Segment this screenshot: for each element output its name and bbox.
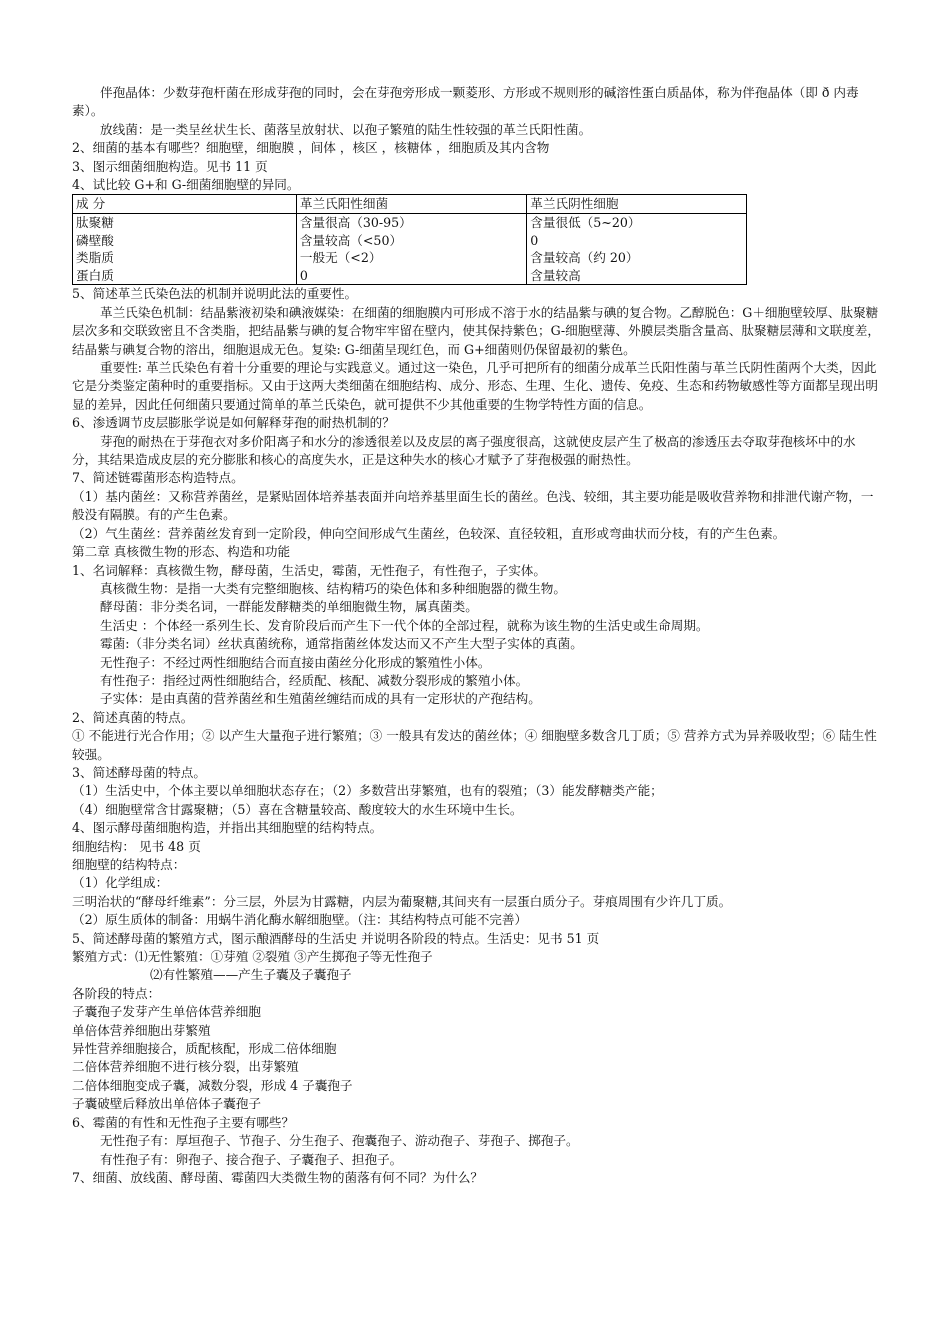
table-cell: 磷壁酸	[76, 232, 114, 248]
table-body-row	[73, 214, 747, 285]
text-line: （1）基内菌丝：又称营养菌丝，是紧贴固体培养基表面并向培养基里面生长的菌丝。色浅、较细，其主要功能是吸收营养物和排泄代谢产物，一般没有隔膜。有的产生色素。	[72, 488, 874, 523]
text-line: 7、简述链霉菌形态构造特点。	[72, 470, 244, 486]
text-line: 霉菌:（非分类名词）丝状真菌统称，通常指菌丝体发达而又不产生大型子实体的真菌。	[100, 636, 583, 652]
text-line: 生活史 ：个体经一系列生长、发育阶段后而产生下一代个体的全部过程，就称为该生物的生活史或生命周期。	[100, 617, 709, 633]
text-line: （2）气生菌丝：营养菌丝发育到一定阶段，伸向空间形成气生菌丝，色较深、直径较粗，直形或弯曲状而分枝，有的产生色素。	[72, 525, 786, 541]
gram-positive-column	[296, 214, 526, 285]
text-line: 3、图示细菌细胞构造。见书 11 页	[72, 158, 268, 174]
text-line: 单倍体营养细胞出芽繁殖	[72, 1022, 211, 1038]
text-line: ① 不能进行光合作用；② 以产生大量孢子进行繁殖；③ 一般具有发达的菌丝体；④ 细胞壁多数含几丁质；⑤ 营养方式为异养吸收型；⑥ 陆生性较强。	[72, 728, 877, 762]
text-line: （2）原生质体的制备：用蜗牛消化酶水解细胞壁。（注：其结构特点可能不完善）	[72, 912, 528, 928]
text-line: 异性营养细胞接合，质配核配，形成二倍体细胞	[72, 1041, 337, 1057]
text-block-main	[72, 285, 880, 1187]
text-line: 子囊破壁后释放出单倍体子囊孢子	[72, 1096, 261, 1112]
text-line: 真核微生物：是指一大类有完整细胞核、结构精巧的染色体和多种细胞器的微生物。	[100, 580, 566, 596]
text-line: （1）化学组成：	[72, 875, 169, 891]
text-line: 三明治状的“酵母纤维素”：分三层，外层为甘露糖，内层为葡聚糖,其间夹有一层蛋白质分子。芽痕周围有少许几丁质。	[72, 893, 732, 909]
text-block-intro	[72, 84, 880, 194]
text-line: 6、渗透调节皮层膨胀学说是如何解释芽孢的耐热机制的？	[72, 415, 395, 431]
text-line: 有性孢子：指经过两性细胞结合，经质配、核配、减数分裂形成的繁殖小体。	[100, 672, 529, 688]
cell-wall-comparison-table	[72, 194, 747, 285]
text-line: 无性孢子有：厚垣孢子、节孢子、分生孢子、孢囊孢子、游动孢子、芽孢子、掷孢子。	[100, 1133, 579, 1149]
text-line: 二倍体细胞变成子囊，减数分裂，形成 4 子囊孢子	[72, 1077, 353, 1093]
text-line: 有性孢子有：卵孢子、接合孢子、子囊孢子、担孢子。	[100, 1151, 403, 1167]
table-cell: 含量较高（<50）	[299, 232, 403, 248]
text-line: （1）生活史中，个体主要以单细胞状态存在；（2）多数营出芽繁殖，也有的裂殖；（3）能发酵糖类产能；	[72, 783, 663, 799]
text-line: 第二章 真核微生物的形态、构造和功能	[72, 544, 291, 560]
table-cell: 类脂质	[76, 250, 114, 266]
table-header-cell: 成 分	[73, 195, 297, 214]
table-cell: 蛋白质	[76, 267, 114, 283]
table-cell: 0	[299, 267, 308, 283]
text-line: 4、试比较 G+和 G-细菌细胞壁的异同。	[72, 177, 300, 193]
text-line: 子实体：是由真菌的营养菌丝和生殖菌丝缠结而成的具有一定形状的产孢结构。	[100, 691, 541, 707]
text-line: 伴孢晶体：少数芽孢杆菌在形成芽孢的同时，会在芽孢旁形成一颗菱形、方形或不规则形的碱溶性蛋白质晶体，称为伴孢晶体（即 ð 内毒素）。	[72, 85, 859, 119]
text-line: 2、细菌的基本有哪些？细胞壁，细胞膜 ，间体 ，核区 ，核糖体 ，细胞质及其内含物	[72, 140, 550, 156]
text-line: 6、霉菌的有性和无性孢子主要有哪些？	[72, 1114, 295, 1130]
text-line: ⑵有性繁殖——产生子囊及子囊孢子	[150, 967, 352, 983]
table-cell: 含量较高	[530, 267, 581, 283]
table-cell: 含量很高（30-95）	[299, 215, 412, 231]
table-header-cell: 革兰氏阳性细菌	[296, 195, 526, 214]
text-line: 酵母菌：非分类名词，一群能发酵糖类的单细胞微生物，属真菌类。	[100, 599, 478, 615]
table-cell: 0	[530, 232, 539, 248]
text-line: 放线菌：是一类呈丝状生长、菌落呈放射状、以孢子繁殖的陆生性较强的革兰氏阳性菌。	[100, 121, 592, 137]
text-line: 2、简述真菌的特点。	[72, 709, 194, 725]
text-line: （4）细胞壁常含甘露聚糖；（5）喜在含糖量较高、酸度较大的水生环境中生长。	[72, 801, 523, 817]
text-line: 3、简述酵母菌的特点。	[72, 764, 206, 780]
text-line: 繁殖方式：⑴无性繁殖：①芽殖 ②裂殖 ③产生掷孢子等无性孢子	[72, 949, 433, 965]
text-line: 7、细菌、放线菌、酵母菌、霉菌四大类微生物的菌落有何不同？为什么？	[72, 1169, 484, 1185]
component-column	[73, 214, 297, 285]
text-line: 革兰氏染色机制：结晶紫液初染和碘液媒染：在细菌的细胞膜内可形成不溶于水的结晶紫与碘的复合物。乙醇脱色：G＋细胞壁较厚、肽聚糖层次多和交联致密且不含类脂，把结晶紫与碘的复合物牢牢留在壁内，使其保持紫色；G-细胞壁薄、外膜层类脂含量高、肽聚糖层薄和文联度差，结晶紫与碘复合物的溶出，细胞退成无色。复染: G-细菌呈现红色，而 G+细菌则仍保留最初的紫色。	[72, 304, 880, 357]
table-cell: 含量较高（约 20）	[530, 250, 639, 266]
text-line: 芽孢的耐热在于芽孢衣对多价阳离子和水分的渗透很差以及皮层的离子强度很高，这就使皮层产生了极高的渗透压去夺取芽孢核坏中的水分，其结果造成皮层的充分膨胀和核心的高度失水，正是这种失水的核心才赋予了芽孢极强的耐热性。	[72, 433, 856, 468]
text-line: 重要性: 革兰氏染色有着十分重要的理论与实践意义。通过这一染色，几乎可把所有的细菌分成革兰氏阳性菌与革兰氏阴性菌两个大类，因此它是分类鉴定菌种时的重要指标。又由于这两大类细菌在细胞结构、成分、形态、生理、生化、遗传、免疫、生态和药物敏感性等方面都呈现出明显的差异，因此任何细菌只要通过简单的革兰氏染色，就可提供不少其他重要的生物学特性方面的信息。	[72, 360, 878, 412]
text-line: 二倍体营养细胞不进行核分裂，出芽繁殖	[72, 1059, 299, 1075]
table-header-row	[73, 195, 747, 214]
text-line: 子囊孢子发芽产生单倍体营养细胞	[72, 1004, 261, 1020]
table-cell: 含量很低（5~20）	[530, 215, 641, 231]
text-line: 4、图示酵母菌细胞构造，并指出其细胞壁的结构特点。	[72, 820, 383, 836]
text-line: 5、简述革兰氏染色法的机制并说明此法的重要性。	[72, 286, 358, 302]
table-cell: 一般无（<2）	[299, 250, 382, 266]
text-line: 细胞结构： 见书 48 页	[72, 838, 201, 854]
text-line: 5、简述酵母菌的繁殖方式，图示酿酒酵母的生活史 并说明各阶段的特点。生活史：见书 51 页	[72, 930, 600, 946]
text-line: 1、名词解释：真核微生物，酵母菌，生活史，霉菌，无性孢子，有性孢子，子实体。	[72, 562, 546, 578]
document-page	[72, 84, 880, 1187]
table-header-cell: 革兰氏阴性细胞	[527, 195, 747, 214]
gram-negative-column	[527, 214, 747, 285]
table-cell: 肽聚糖	[76, 215, 114, 231]
text-line: 无性孢子：不经过两性细胞结合而直接由菌丝分化形成的繁殖性小体。	[100, 654, 491, 670]
text-line: 细胞壁的结构特点：	[72, 857, 186, 872]
text-line: 各阶段的特点：	[72, 985, 161, 1001]
